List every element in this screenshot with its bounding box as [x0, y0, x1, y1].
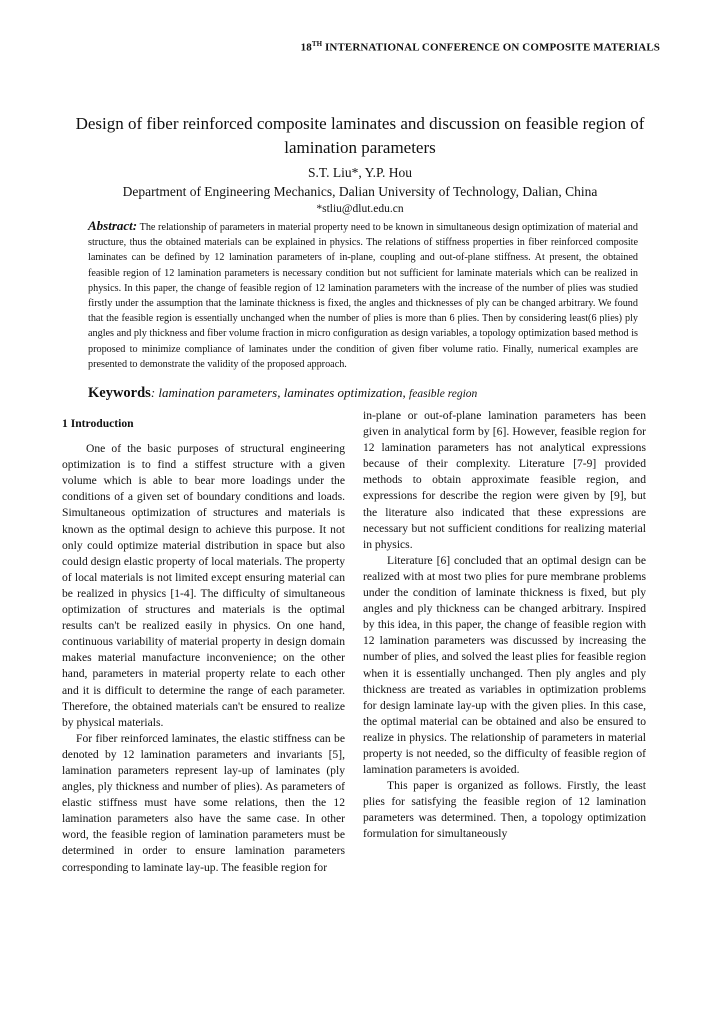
right-column: [363, 408, 646, 843]
paper-title: Design of fiber reinforced composite laminates and discussion on feasible region of lamination parameters: [75, 114, 645, 157]
intro-paragraph-2: For fiber reinforced laminates, the elastic stiffness can be denoted by 12 lamination parameters and invariants [5], lamination parameters represent lay-up of laminates (ply angles, ply thickness and number of plies). As parameters of elastic stiffness must have some relations, then the 12 lamination parameters also have the same case. In other word, the feasible region of lamination parameters must be determined in order to ensure lamination parameters corresponding to laminate lay-up. The feasible region for: [62, 731, 345, 874]
abstract-colon: :: [132, 218, 138, 233]
abstract-text: The relationship of parameters in material property need to be known in simultaneous design optimization of material and structure, thus the obtained materials can be explained in physics. The relations of stiffness properties in fiber reinforced composite laminates can be defined by 12 lamination parameters of in-plane, coupling and out-of-plane stiffness. At present, the obtained feasible region of 12 lamination parameters is necessary condition but not sufficient for laminate materials which can be realized in physics. In this paper, the change of feasible region of 12 lamination parameters with the increase of the number of plies was studied firstly under the assumption that the laminate thickness is fixed, the angles and thicknesses of ply can be changed arbitrary. We found that the feasible region is essentially unchanged when the number of plies is more than 6 plies. Then by considering least(6 plies) ply angles and ply thickness and fiber volume fraction in micro configuration as design variables, a topology optimization based method is proposed to minimize compliance of laminates under the condition of given fiber volume ratio. Finally, numerical examples are presented to demonstrate the validity of the proposed approach.: [88, 222, 638, 370]
conference-name: INTERNATIONAL CONFERENCE ON COMPOSITE MATERIALS: [325, 41, 660, 54]
keywords-block: [88, 385, 648, 402]
paper-authors: S.T. Liu*, Y.P. Hou: [307, 165, 413, 180]
keywords-small-text: feasible region: [409, 388, 478, 400]
intro-paragraph-2-continued: in-plane or out-of-plane lamination parameters has been given in analytical form by [6]. However, feasible region for 12 lamination parameters has not analytical expressions because of their complexity. Literature [7-9] provided methods to obtain approximate feasible region, and expressions for describe the region were given by [9], but the literature also indicated that these expressions are necessary but not sufficient conditions for realizing material in physics.: [363, 409, 646, 551]
keywords-label: Keywords: [88, 385, 151, 401]
conference-header: [301, 40, 660, 54]
intro-paragraph-4: This paper is organized as follows. Firstly, the least plies for satisfying the feasible region of 12 lamination parameters was determined. Then, a topology optimization formulation for simultaneously: [363, 779, 646, 841]
paper-affiliation: Department of Engineering Mechanics, Dalian University of Technology, Dalian, China: [122, 184, 598, 199]
intro-paragraph-1: One of the basic purposes of structural engineering optimization is to find a stiffest structure with a given volume which is able to bear more loadings under the conditions of a given set of boundary conditions and loads. Simultaneous optimization of structures and materials is known as the optimal design to achieve this purpose. It not only could optimize material distribution in space but also could design elastic property of local materials. The property of local materials is not limited except ensuring material can be realized in physics [1-4]. The difficulty of simultaneous optimization of structures and materials is the optimal results can't be realized easily in physics. On one hand, continuous variability of material property in design domain makes material manufacture inconvenience; on the other hand, parameters in material property relate to each other and it is difficult to determine the range of each parameter. Therefore, the obtained materials can't be ensured to realize by physical materials.: [62, 442, 345, 729]
intro-paragraph-2-part-1: [62, 731, 345, 876]
author-email: *stliu@dlut.edu.cn: [316, 203, 404, 215]
keywords-text: : lamination parameters, laminates optimization,: [150, 385, 410, 400]
intro-paragraph-3: Literature [6] concluded that an optimal design can be realized with at most two plies for pure membrane problems under the condition of laminate thickness is fixed, but ply angles and ply thickness can be changed arbitrary. Inspired by this idea, in this paper, the change of feasible region with 12 lamination parameters was discussed by increasing the number of plies, and solved the least plies for feasible region when it is essentially unchanged. Then ply angles and ply thickness are treated as variables in optimization problems for design laminate lay-up with the given plies. In this case, the optimal material can be obtained and also be ensured to realize in physics. The relationship of parameters in material property is not needed, so the difficulty of feasible region of lamination parameters is avoided.: [363, 553, 646, 777]
conference-number: 18: [300, 41, 312, 54]
abstract-label: Abstract: [88, 218, 133, 233]
left-column: [62, 416, 345, 876]
conference-suffix: TH: [311, 40, 323, 48]
abstract-block: [88, 218, 638, 372]
section-heading-introduction: 1 Introduction: [62, 417, 134, 430]
